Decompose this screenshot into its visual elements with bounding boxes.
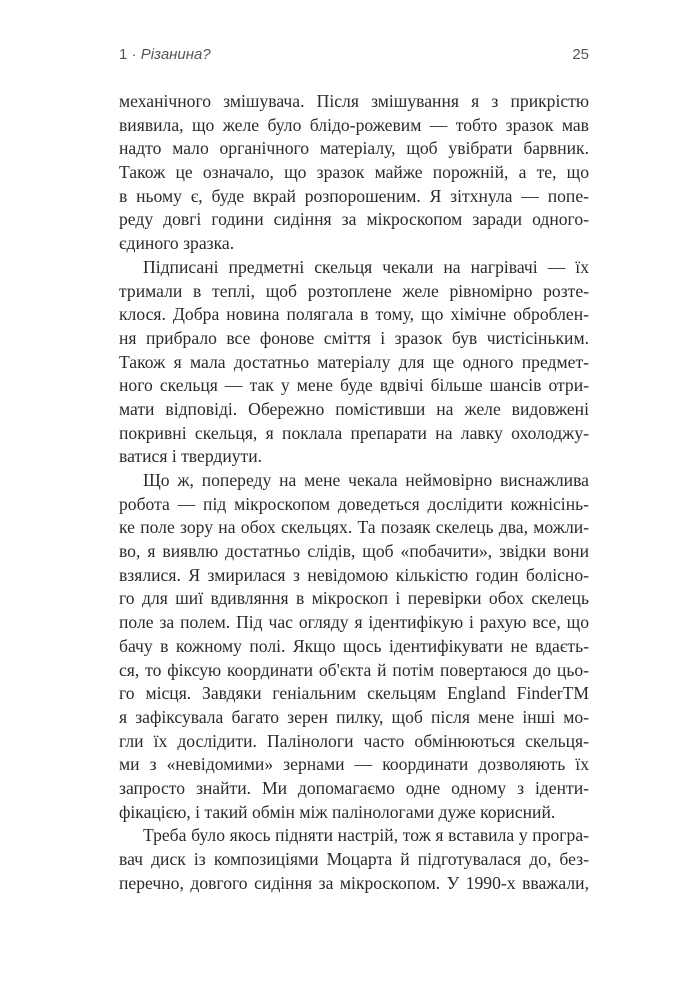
text-line: в ньому є, буде вкрай розпорошеним. Я зітхнула — попе- [119, 185, 589, 206]
text-line: Підписані предметні скельця чекали на нагрівачі — їх [143, 256, 589, 277]
text-line: Що ж, попереду на мене чекала неймовірно виснажлива [143, 470, 589, 490]
text-line: ке поле зору на обох скельцях. Та позаяк скелець два, можли- [119, 517, 589, 538]
text-line: клося. Добра новина полягала в тому, що хімічне оброблен- [119, 304, 589, 325]
text-line: перечно, довгого сидіння за мікроскопом. У 1990-х вважали, [119, 872, 589, 893]
page-number: 25 [572, 46, 589, 63]
page-body-text [119, 90, 589, 895]
text-line: робота — під мікроскопом доведеться дослідити кожнісінь- [119, 493, 589, 514]
text-line: мати відповіді. Обережно помістивши на желе видовжені [119, 398, 589, 419]
text-line: гли їх дослідити. Палінологи часто обмінюються скельця- [119, 730, 589, 751]
text-line: поле за полем. Під час огляду я ідентифікую і рахую все, що [119, 612, 589, 633]
text-line: запросто знайти. Ми допомагаємо одне одному з іденти- [119, 777, 589, 798]
text-line: реду довгі години сидіння за мікроскопом заради одного- [119, 209, 589, 230]
text-line: го місця. Завдяки геніальним скельцям England FinderTM [119, 683, 589, 704]
text-line: ного скельця — так у мене буде вдвічі більше шансів отри- [119, 375, 589, 396]
text-line: бачу в кожному полі. Якщо щось ідентифікувати не вдаєть- [119, 635, 589, 656]
text-line: надто мало органічного матеріалу, щоб увібрати барвник. [119, 138, 589, 159]
chapter-number: 1 [119, 46, 128, 63]
header-separator: · [131, 46, 137, 63]
text-line: ми з «невідомими» зернами — координати дозволяють їх [119, 754, 589, 775]
text-line: Треба було якось підняти настрій, тож я вставила у програ- [143, 825, 589, 846]
text-line: взялися. Я змирилася з невідомою кількістю годин болісно- [119, 564, 589, 585]
text-line: ся, то фіксую координати об'єкта й потім повертаюся до цьо- [119, 659, 589, 680]
text-line: Також це означало, що зразок майже порожній, а те, що [119, 162, 589, 183]
text-line: во, я виявлю достатньо слідів, щоб «побачити», звідки вони [119, 541, 589, 562]
text-line: Також я мала достатньо матеріалу для ще одного предмет- [119, 351, 589, 372]
text-line: ватися і твердиути. [119, 446, 263, 467]
text-line: єдиного зразка. [119, 233, 235, 254]
chapter-title: Різанина? [140, 46, 211, 63]
text-line: тримали в теплі, щоб розтоплене желе рівномірно розте- [119, 280, 589, 301]
text-line: виявила, що желе було блідо-рожевим — тобто зразок мав [119, 114, 589, 135]
text-line: я зафіксувала багато зерен пилку, щоб після мене інші мо- [119, 706, 589, 727]
text-line: механічного змішувача. Після змішування я з прикрістю [119, 91, 589, 111]
text-line: фікацією, і такий обмін між палінологами дуже корисний. [119, 801, 556, 822]
text-line: покривні скельця, я поклала препарати на лавку охолоджу- [119, 422, 589, 443]
running-header [119, 46, 589, 68]
chapter-heading [119, 46, 211, 63]
text-line: ня прибрало все фонове сміття і зразок був чистісіньким. [119, 327, 589, 348]
text-line: го для шиї вдивляння в мікроскоп і перевірки обох скелець [119, 588, 589, 609]
text-line: вач диск із композиціями Моцарта й підготувалася до, без- [119, 849, 589, 869]
